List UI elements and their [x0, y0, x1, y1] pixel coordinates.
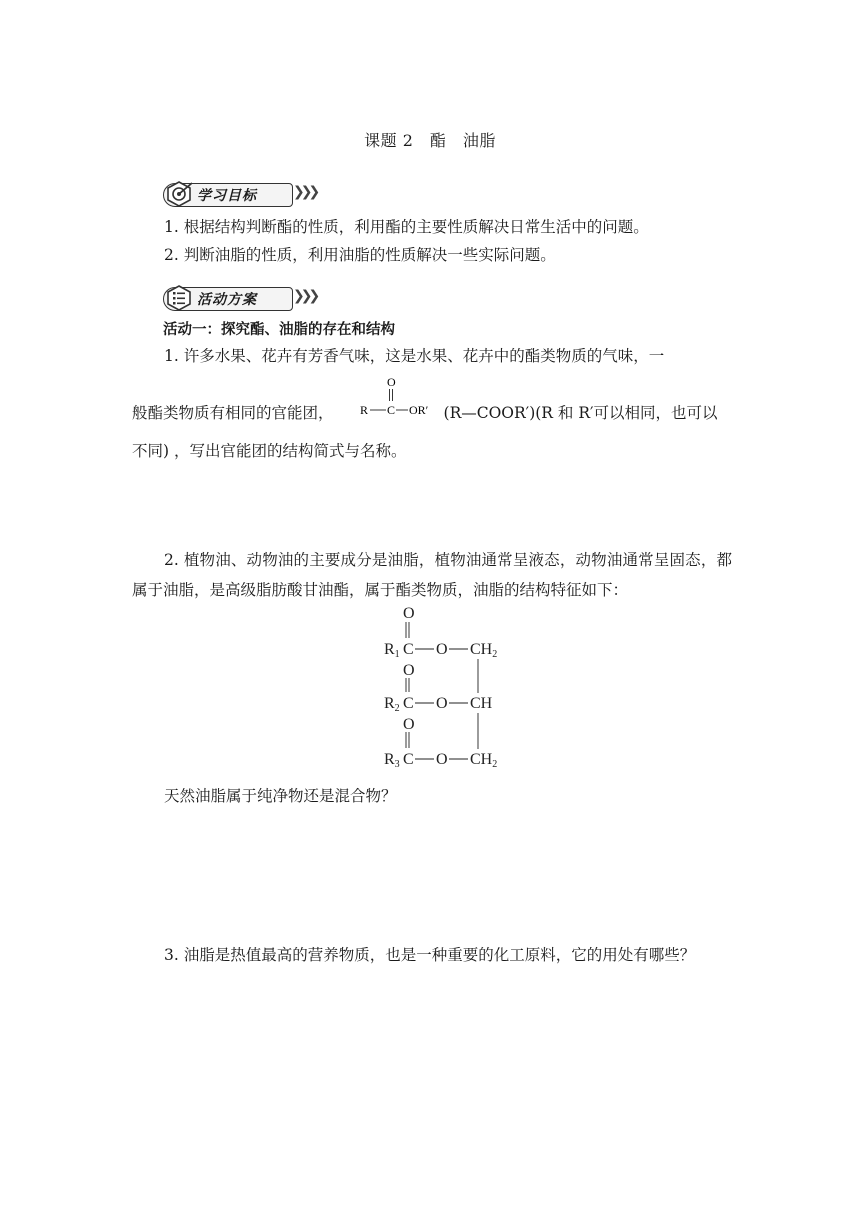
structure-o3: O: [436, 751, 448, 768]
formula-oxygen: O: [387, 375, 396, 389]
question-1-line-3: 不同) ，写出官能团的结构简式与名称。: [132, 442, 407, 460]
section-header-plan: [163, 287, 343, 311]
list-icon: [165, 284, 195, 312]
chevrons-icon: ❯❯❯: [293, 184, 317, 200]
structure-carbonyl-o: O: [403, 716, 415, 733]
target-icon: [165, 180, 195, 208]
formula-or: OR′: [409, 403, 429, 417]
page-title: 课题 2 酯 油脂: [364, 131, 496, 150]
chevrons-icon: ❯❯❯: [293, 288, 317, 304]
structure-ch-mid: CH: [470, 695, 493, 712]
structure-r3: R3: [384, 751, 400, 770]
goal-item-1: 1. 根据结构判断酯的性质，利用酯的主要性质解决日常生活中的问题。: [164, 218, 649, 236]
structure-o2: O: [436, 695, 448, 712]
section-header-goals: [163, 183, 343, 207]
structure-r2: R2: [384, 695, 400, 714]
structure-carbonyl-o: O: [403, 605, 415, 622]
structure-c2: C: [403, 695, 414, 712]
structure-r1: R1: [384, 641, 400, 660]
ester-functional-group-formula: [352, 374, 442, 424]
goal-item-2: 2. 判断油脂的性质，利用油脂的性质解决一些实际问题。: [164, 246, 556, 264]
question-1-line-2: 般酯类物质有相同的官能团， (R—COOR′)(R 和 R′可以相同，也可以: [132, 404, 718, 422]
structure-c1: C: [403, 641, 414, 658]
question-2: 2. 植物油、动物油的主要成分是油脂，植物油通常呈液态，动物油通常呈固态，都属于油脂，是高级脂肪酸甘油酯，属于酯类物质，油脂的结构特征如下：: [132, 551, 732, 599]
structure-c3: C: [403, 751, 414, 768]
formula-c: C: [387, 403, 396, 417]
section-label: 学习目标: [197, 188, 257, 204]
formula-r: R: [360, 403, 369, 417]
question-1-line-1: 1. 许多水果、花卉有芳香气味，这是水果、花卉中的酯类物质的气味，一: [164, 347, 665, 365]
section-label: 活动方案: [197, 292, 257, 308]
structure-carbonyl-o: O: [403, 662, 415, 679]
triglyceride-structure: [382, 602, 522, 774]
question-2-prompt: 天然油脂属于纯净物还是混合物？: [164, 787, 397, 805]
structure-ch2-bottom: CH2: [470, 751, 498, 770]
structure-ch2-top: CH2: [470, 641, 498, 660]
question-3: 3. 油脂是热值最高的营养物质，也是一种重要的化工原料，它的用处有哪些？: [164, 946, 696, 964]
activity-heading: 活动一：探究酯、油脂的存在和结构: [163, 322, 395, 338]
structure-o1: O: [436, 641, 448, 658]
